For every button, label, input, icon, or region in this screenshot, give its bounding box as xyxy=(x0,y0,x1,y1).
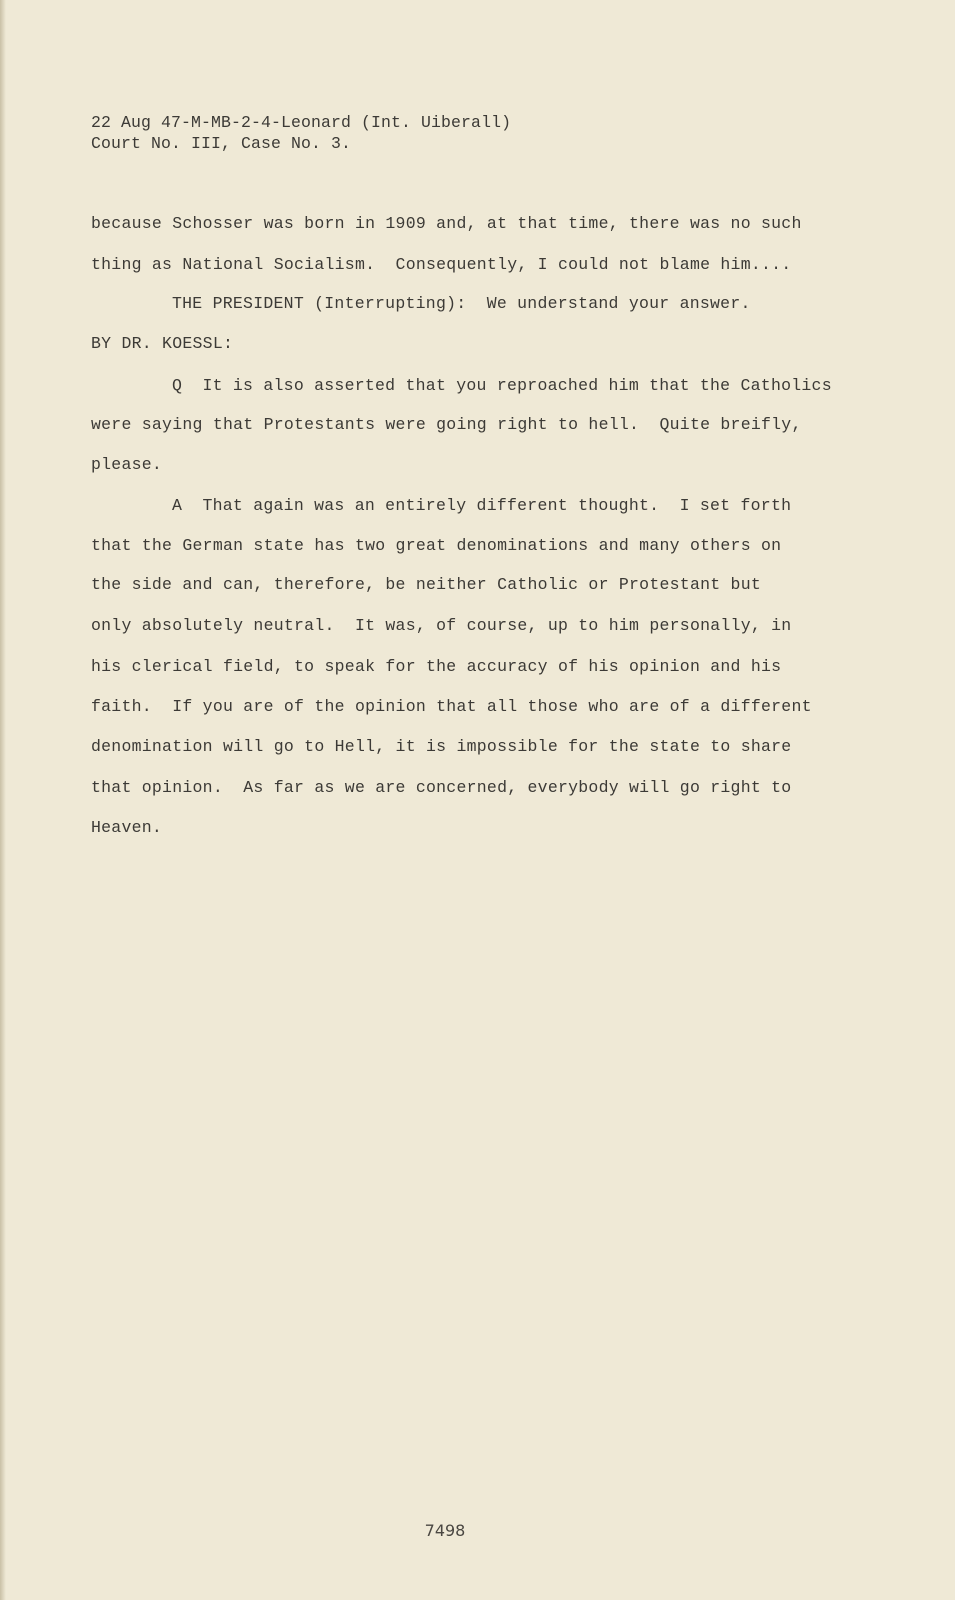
answer-line: A That again was an entirely different thought. I set forth xyxy=(172,496,792,515)
answer-line: that the German state has two great denominations and many others on xyxy=(91,536,782,555)
question-line: Q It is also asserted that you reproached him that the Catholics xyxy=(172,376,832,395)
examiner-heading: BY DR. KOESSL: xyxy=(91,334,234,353)
answer-line: his clerical field, to speak for the accuracy of his opinion and his xyxy=(91,657,782,676)
transcript-line: because Schosser was born in 1909 and, at that time, there was no such xyxy=(91,214,802,233)
page-number: 7498 xyxy=(424,1521,466,1540)
answer-line: the side and can, therefore, be neither Catholic or Protestant but xyxy=(91,575,762,594)
answer-line: faith. If you are of the opinion that all those who are of a different xyxy=(91,697,812,716)
question-line: please. xyxy=(91,455,163,474)
transcript-line: thing as National Socialism. Consequently, I could not blame him.... xyxy=(91,255,792,274)
answer-line: Heaven. xyxy=(91,818,163,837)
header-session-line: 22 Aug 47-M-MB-2-4-Leonard (Int. Uiberall) xyxy=(91,113,512,132)
answer-line: that opinion. As far as we are concerned, everybody will go right to xyxy=(91,778,792,797)
answer-line: denomination will go to Hell, it is impossible for the state to share xyxy=(91,737,792,756)
transcript-header xyxy=(91,112,511,154)
question-line: were saying that Protestants were going right to hell. Quite breifly, xyxy=(91,415,802,434)
header-court-line: Court No. III, Case No. 3. xyxy=(91,134,352,153)
page-edge-shadow xyxy=(0,0,6,1600)
answer-line: only absolutely neutral. It was, of course, up to him personally, in xyxy=(91,616,792,635)
president-remark: THE PRESIDENT (Interrupting): We understand your answer. xyxy=(172,294,751,313)
